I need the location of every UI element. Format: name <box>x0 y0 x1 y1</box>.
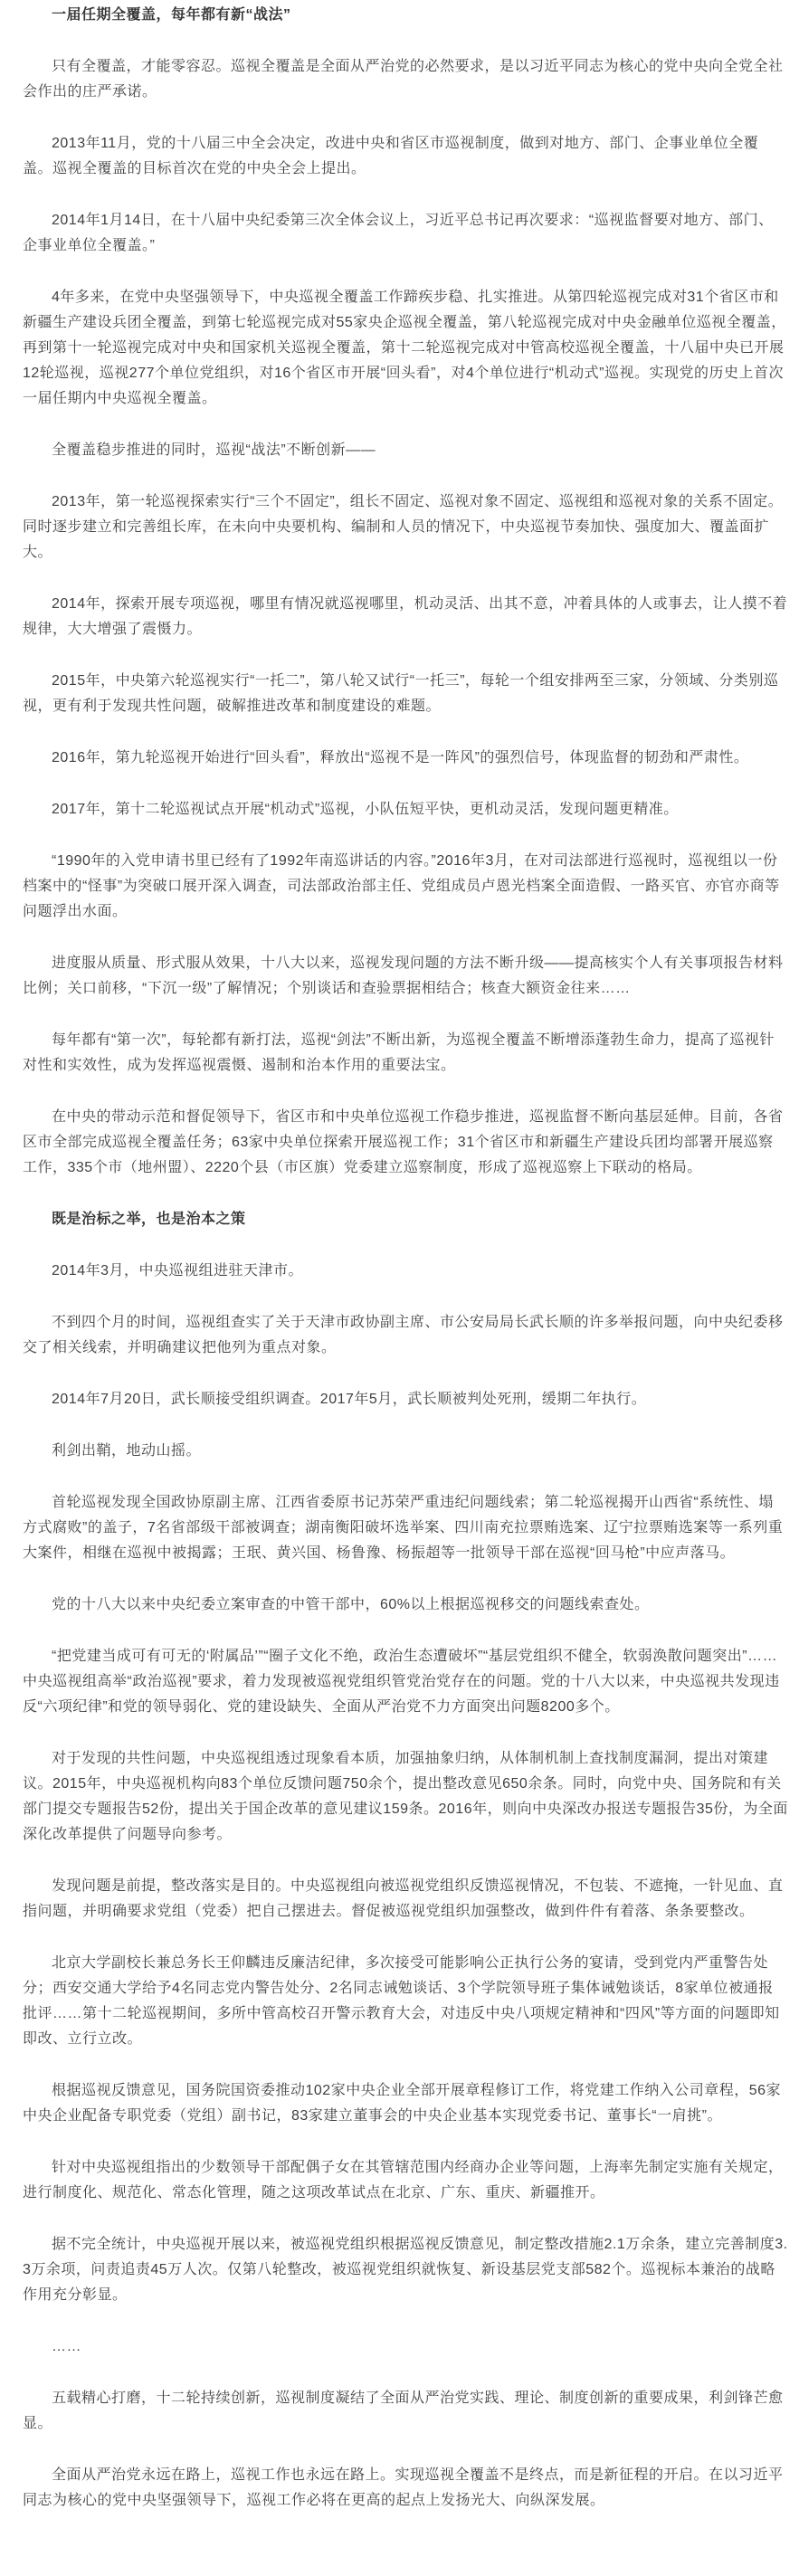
paragraph: 2014年3月，中央巡视组进驻天津市。 <box>52 1263 303 1278</box>
paragraph: 2014年1月14日，在十八届中央纪委第三次全体会议上，习近平总书记再次要求：“巡视监督要对地方、部门、企事业单位全覆盖。” <box>23 213 774 253</box>
paragraph: 首轮巡视发现全国政协原副主席、江西省委原书记苏荣严重违纪问题线索；第二轮巡视揭开山西省“系统性、塌方式腐败”的盖子，7名省部级干部被调查；湖南衡阳破坏选举案、四川南充拉票贿选案、辽宁拉票贿选案等一系列重大案件，相继在巡视中被揭露；王珉、黄兴国、杨鲁豫、杨振超等一批领导干部在巡视“回马枪”中应声落马。 <box>23 1495 784 1561</box>
paragraph: 据不完全统计，中央巡视开展以来，被巡视党组织根据巡视反馈意见，制定整改措施2.1万余条，建立完善制度3.3万余项，问责追责45万人次。仅第八轮整改，被巡视党组织就恢复、新设基层党支部582个。巡视标本兼治的战略作用充分彰显。 <box>23 2237 788 2303</box>
paragraph: “把党建当成可有可无的‘附属品’”“圈子文化不绝，政治生态遭破坏”“基层党组织不健全，软弱涣散问题突出”……中央巡视组高举“政治巡视”要求，着力发现被巡视党组织管党治党存在的问题。党的十八大以来，中央巡视共发现违反“六项纪律”和党的领导弱化、党的建设缺失、全面从严治党不力方面突出问题8200多个。 <box>23 1649 780 1715</box>
paragraph: 2017年，第十二轮巡视试点开展“机动式”巡视，小队伍短平快，更机动灵活，发现问题更精准。 <box>52 802 679 817</box>
paragraph: 北京大学副校长兼总务长王仰麟违反廉洁纪律，多次接受可能影响公正执行公务的宴请，受到党内严重警告处分；西安交通大学给予4名同志党内警告处分、2名同志诫勉谈话、3个学院领导班子集体诫勉谈话，8家单位被通报批评……第十二轮巡视期间，多所中管高校召开警示教育大会，对违反中央八项规定精神和“四风”等方面的问题即知即改、立行立改。 <box>23 1955 780 2047</box>
paragraph: “1990年的入党申请书里已经有了1992年南巡讲话的内容。”2016年3月，在对司法部进行巡视时，巡视组以一份档案中的“怪事”为突破口展开深入调查，司法部政治部主任、党组成员卢恩光档案全面造假、一路买官、亦官亦商等问题浮出水面。 <box>23 853 780 919</box>
paragraph: 每年都有“第一次”，每轮都有新打法，巡视“剑法”不断出新，为巡视全覆盖不断增添蓬勃生命力，提高了巡视针对性和实效性，成为发挥巡视震慑、遏制和治本作用的重要法宝。 <box>23 1032 775 1073</box>
section-heading-full-coverage: 一届任期全覆盖，每年都有新“战法” <box>52 7 291 23</box>
paragraph: 进度服从质量、形式服从效果，十八大以来，巡视发现问题的方法不断升级——提高核实个人有关事项报告材料比例；关口前移，“下沉一级”了解情况；个别谈话和查验票据相结合；核查大额资金往来…… <box>23 955 784 996</box>
section-heading-treat-symptoms-and-root: 既是治标之举，也是治本之策 <box>52 1212 246 1227</box>
paragraph: 2016年，第九轮巡视开始进行“回头看”，释放出“巡视不是一阵风”的强烈信号，体现监督的韧劲和严肃性。 <box>52 750 749 765</box>
paragraph: 五载精心打磨，十二轮持续创新，巡视制度凝结了全面从严治党实践、理论、制度创新的重要成果，利剑锋芒愈显。 <box>23 2391 784 2431</box>
paragraph: 2013年，第一轮巡视探索实行“三个不固定”，组长不固定、巡视对象不固定、巡视组和巡视对象的关系不固定。同时逐步建立和完善组长库，在未向中央要机构、编制和人员的情况下，中央巡视节奏加快、强度加大、覆盖面扩大。 <box>23 494 784 560</box>
paragraph: 只有全覆盖，才能零容忍。巡视全覆盖是全面从严治党的必然要求，是以习近平同志为核心的党中央向全党全社会作出的庄严承诺。 <box>23 59 784 100</box>
paragraph: 全面从严治党永远在路上，巡视工作也永远在路上。实现巡视全覆盖不是终点，而是新征程的开启。在以习近平同志为核心的党中央坚强领导下，巡视工作必将在更高的起点上发扬光大、向纵深发展。 <box>23 2467 784 2508</box>
paragraph: 根据巡视反馈意见，国务院国资委推动102家中央企业全部开展章程修订工作，将党建工作纳入公司章程，56家中央企业配备专职党委（党组）副书记，83家建立董事会的中央企业基本实现党委书记、董事长“一肩挑”。 <box>23 2083 781 2124</box>
paragraph: 4年多来，在党中央坚强领导下，中央巡视全覆盖工作蹄疾步稳、扎实推进。从第四轮巡视完成对31个省区市和新疆生产建设兵团全覆盖，到第七轮巡视完成对55家央企巡视全覆盖，第八轮巡视完成对中央金融单位巡视全覆盖，再到第十一轮巡视完成对中央和国家机关巡视全覆盖，第十二轮巡视完成对中管高校巡视全覆盖，十八届中央已开展12轮巡视，巡视277个单位党组织，对16个省区市开展“回头看”，对4个单位进行“机动式”巡视。实现党的历史上首次一届任期内中央巡视全覆盖。 <box>23 290 786 406</box>
paragraph: 2014年，探索开展专项巡视，哪里有情况就巡视哪里，机动灵活、出其不意，冲着具体的人或事去，让人摸不着规律，大大增强了震慑力。 <box>23 596 788 637</box>
paragraph: 2015年，中央第六轮巡视实行“一托二”，第八轮又试行“一托三”，每轮一个组安排两至三家，分领域、分类别巡视，更有利于发现共性问题，破解推进改革和制度建设的难题。 <box>23 673 779 714</box>
paragraph: 党的十八大以来中央纪委立案审查的中管干部中，60%以上根据巡视移交的问题线索查处。 <box>52 1597 650 1612</box>
paragraph: 全覆盖稳步推进的同时，巡视“战法”不断创新—— <box>52 442 376 458</box>
paragraph: 不到四个月的时间，巡视组查实了关于天津市政协副主席、市公安局局长武长顺的许多举报问题，向中央纪委移交了相关线索，并明确建议把他列为重点对象。 <box>23 1315 784 1355</box>
paragraph: 在中央的带动示范和督促领导下，省区市和中央单位巡视工作稳步推进，巡视监督不断向基层延伸。目前，各省区市全部完成巡视全覆盖任务；63家中央单位探索开展巡视工作；31个省区市和新疆生产建设兵团均部署开展巡察工作，335个市（地州盟）、2220个县（市区旗）党委建立巡察制度，形成了巡视巡察上下联动的格局。 <box>23 1109 784 1175</box>
paragraph-ellipsis: …… <box>52 2339 81 2354</box>
paragraph: 利剑出鞘，地动山摇。 <box>52 1443 202 1459</box>
paragraph: 对于发现的共性问题，中央巡视组透过现象看本质，加强抽象归纳，从体制机制上查找制度漏洞，提出对策建议。2015年，中央巡视机构向83个单位反馈问题750余个，提出整改意见650余条。同时，向党中央、国务院和有关部门提交专题报告52份，提出关于国企改革的意见建议159条。2016年，则向中央深改办报送专题报告35份，为全面深化改革提供了问题导向参考。 <box>23 1751 788 1842</box>
paragraph: 发现问题是前提，整改落实是目的。中央巡视组向被巡视党组织反馈巡视情况，不包装、不遮掩，一针见血、直指问题，并明确要求党组（党委）把自己摆进去。督促被巡视党组织加强整改，做到件件有着落、条条要整改。 <box>23 1878 784 1919</box>
paragraph: 2013年11月，党的十八届三中全会决定，改进中央和省区市巡视制度，做到对地方、部门、企事业单位全覆盖。巡视全覆盖的目标首次在党的中央全会上提出。 <box>23 136 759 176</box>
paragraph: 2014年7月20日，武长顺接受组织调查。2017年5月，武长顺被判处死刑，缓期二年执行。 <box>52 1392 647 1407</box>
paragraph: 针对中央巡视组指出的少数领导干部配偶子女在其管辖范围内经商办企业等问题，上海率先制定实施有关规定，进行制度化、规范化、常态化管理，随之这项改革试点在北京、广东、重庆、新疆推开。 <box>23 2160 784 2201</box>
